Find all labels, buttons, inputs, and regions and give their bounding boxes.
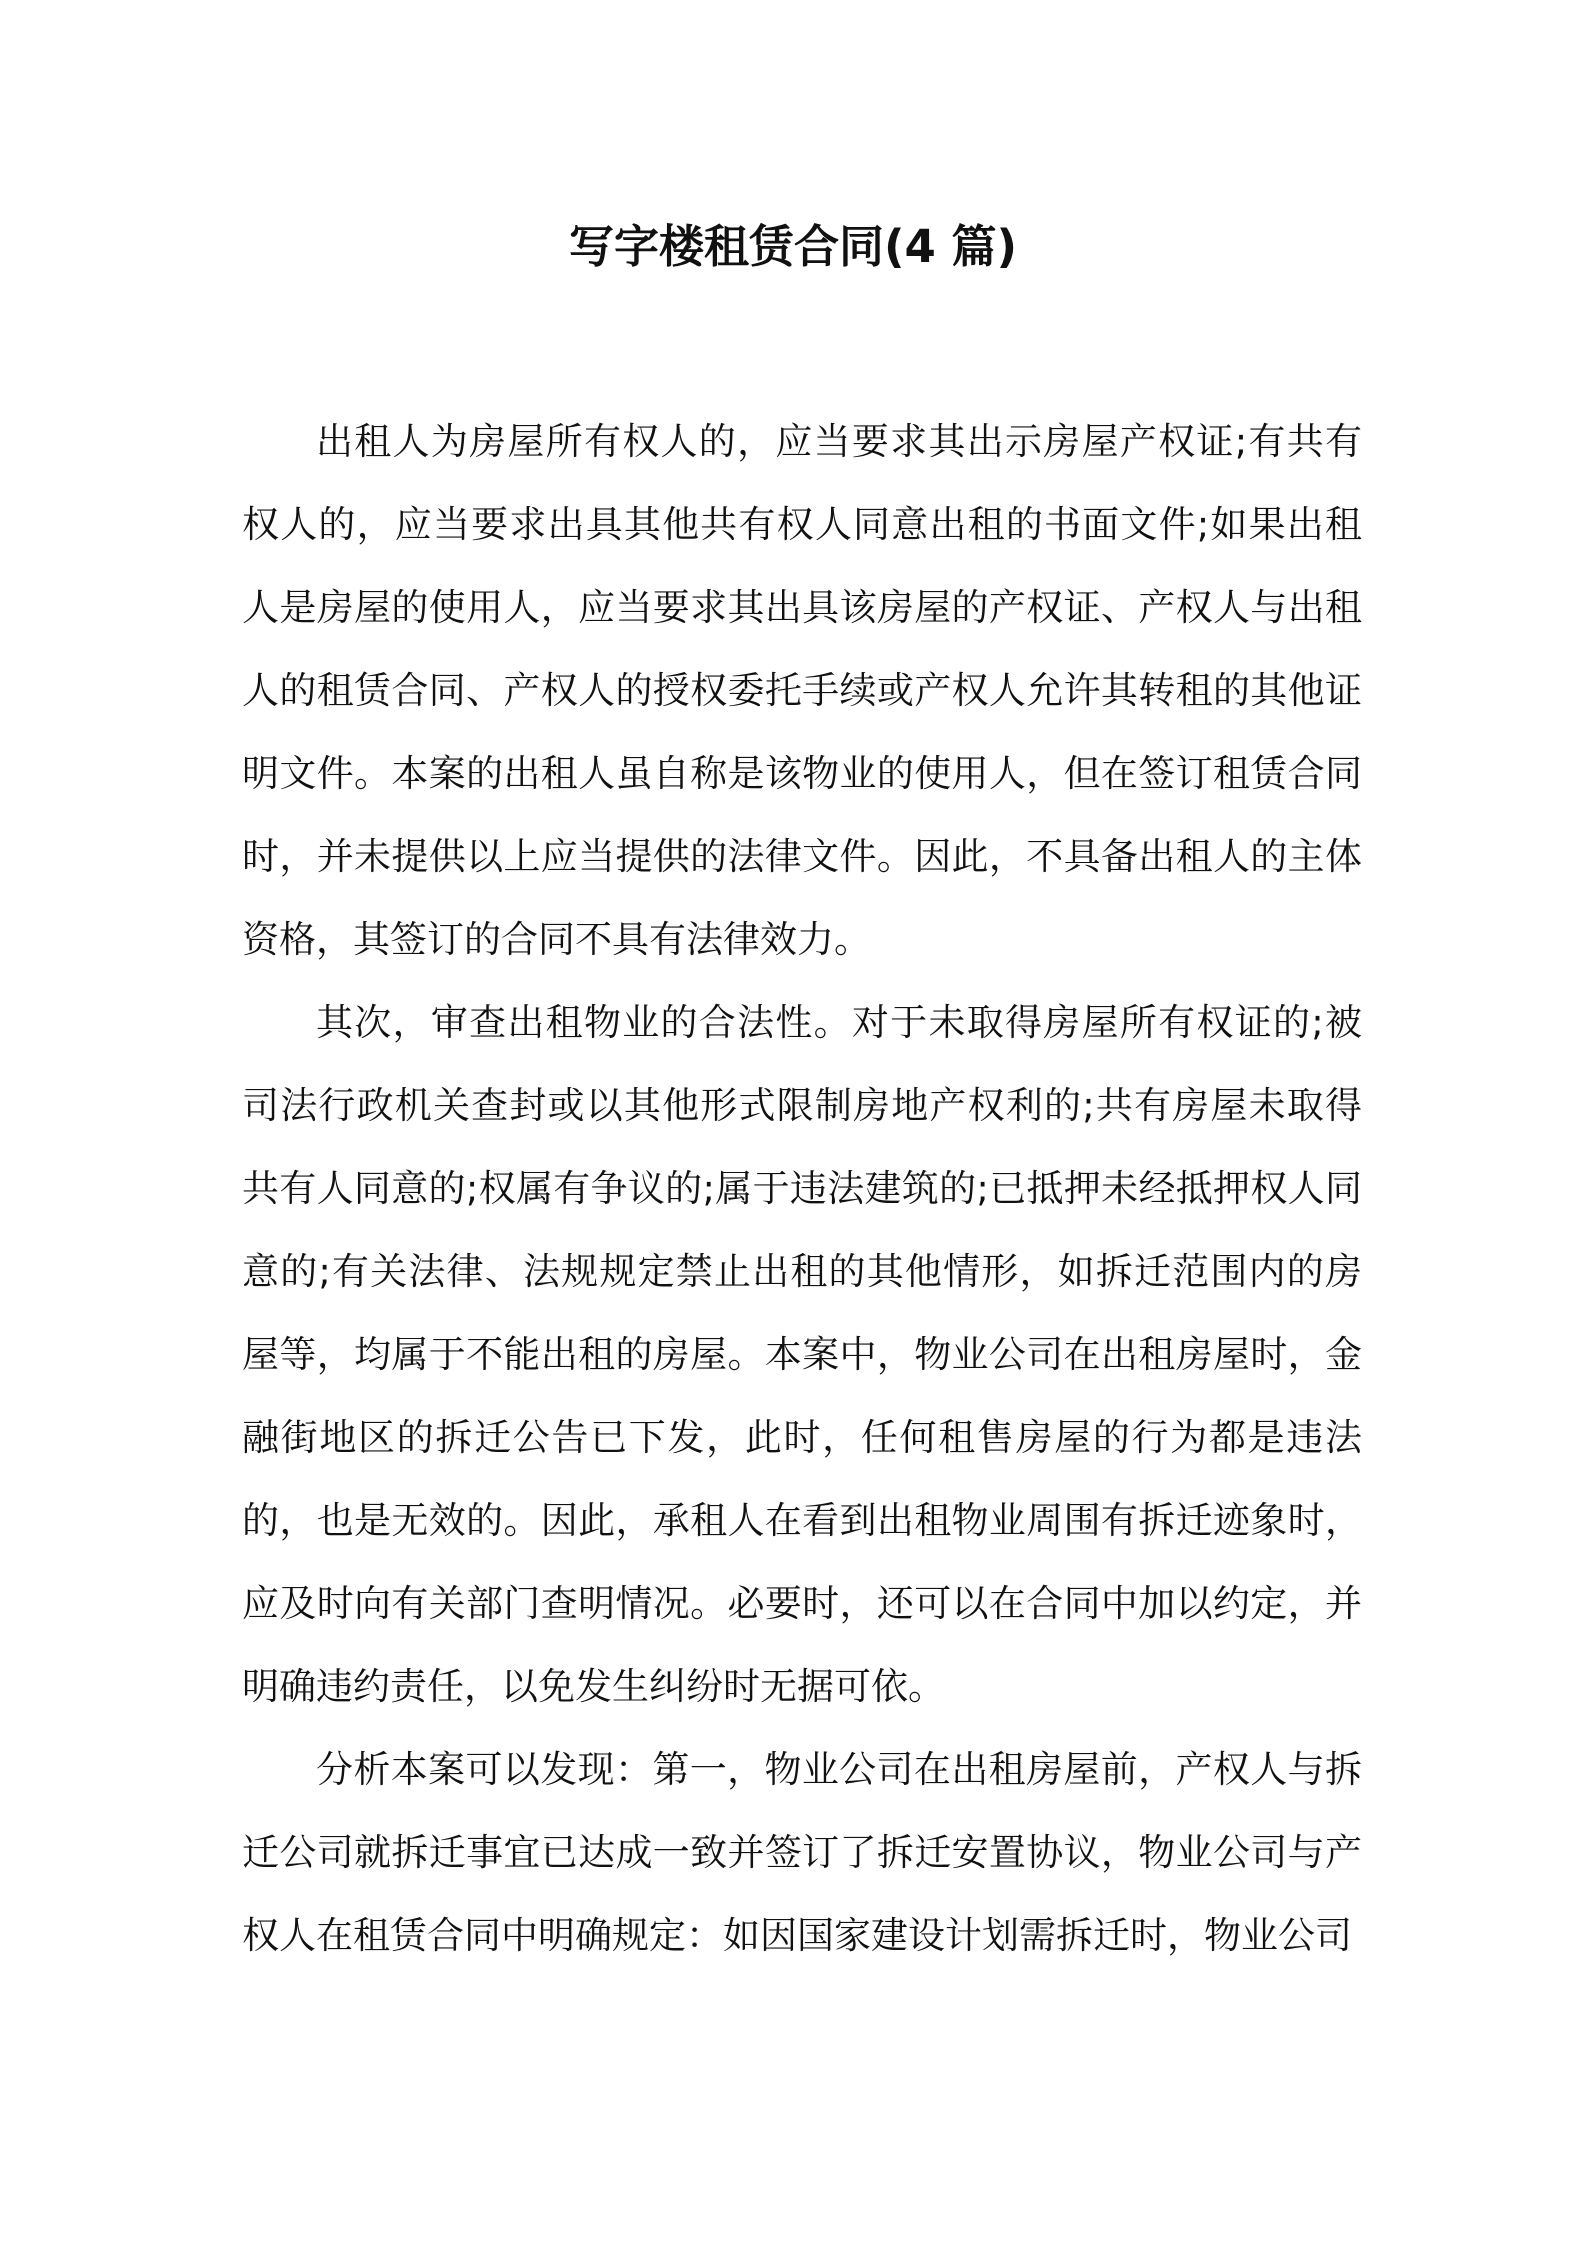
document-body — [242, 400, 1362, 1977]
paragraph-3: 分析本案可以发现：第一，物业公司在出租房屋前，产权人与拆迁公司就拆迁事宜已达成一致并签订了拆迁安置协议，物业公司与产权人在租赁合同中明确规定：如因国家建设计划需拆迁时，物业公司 — [242, 1748, 1362, 1957]
paragraph-2: 其次，审查出租物业的合法性。对于未取得房屋所有权证的;被司法行政机关查封或以其他形式限制房地产权利的;共有房屋未取得共有人同意的;权属有争议的;属于违法建筑的;已抵押未经抵押权人同意的;有关法律、法规规定禁止出租的其他情形，如拆迁范围内的房屋等，均属于不能出租的房屋。本案中，物业公司在出租房屋时，金融街地区的拆迁公告已下发，此时，任何租售房屋的行为都是违法的，也是无效的。因此，承租人在看到出租物业周围有拆迁迹象时，应及时向有关部门查明情况。必要时，还可以在合同中加以约定，并明确违约责任，以免发生纠纷时无据可依。 — [242, 1001, 1362, 1708]
document-title: 写字楼租赁合同(4 篇) — [568, 220, 1018, 273]
paragraph-1: 出租人为房屋所有权人的，应当要求其出示房屋产权证;有共有权人的，应当要求出具其他共有权人同意出租的书面文件;如果出租人是房屋的使用人，应当要求其出具该房屋的产权证、产权人与出租人的租赁合同、产权人的授权委托手续或产权人允许其转租的其他证明文件。本案的出租人虽自称是该物业的使用人，但在签订租赁合同时，并未提供以上应当提供的法律文件。因此，不具备出租人的主体资格，其签订的合同不具有法律效力。 — [242, 420, 1362, 961]
